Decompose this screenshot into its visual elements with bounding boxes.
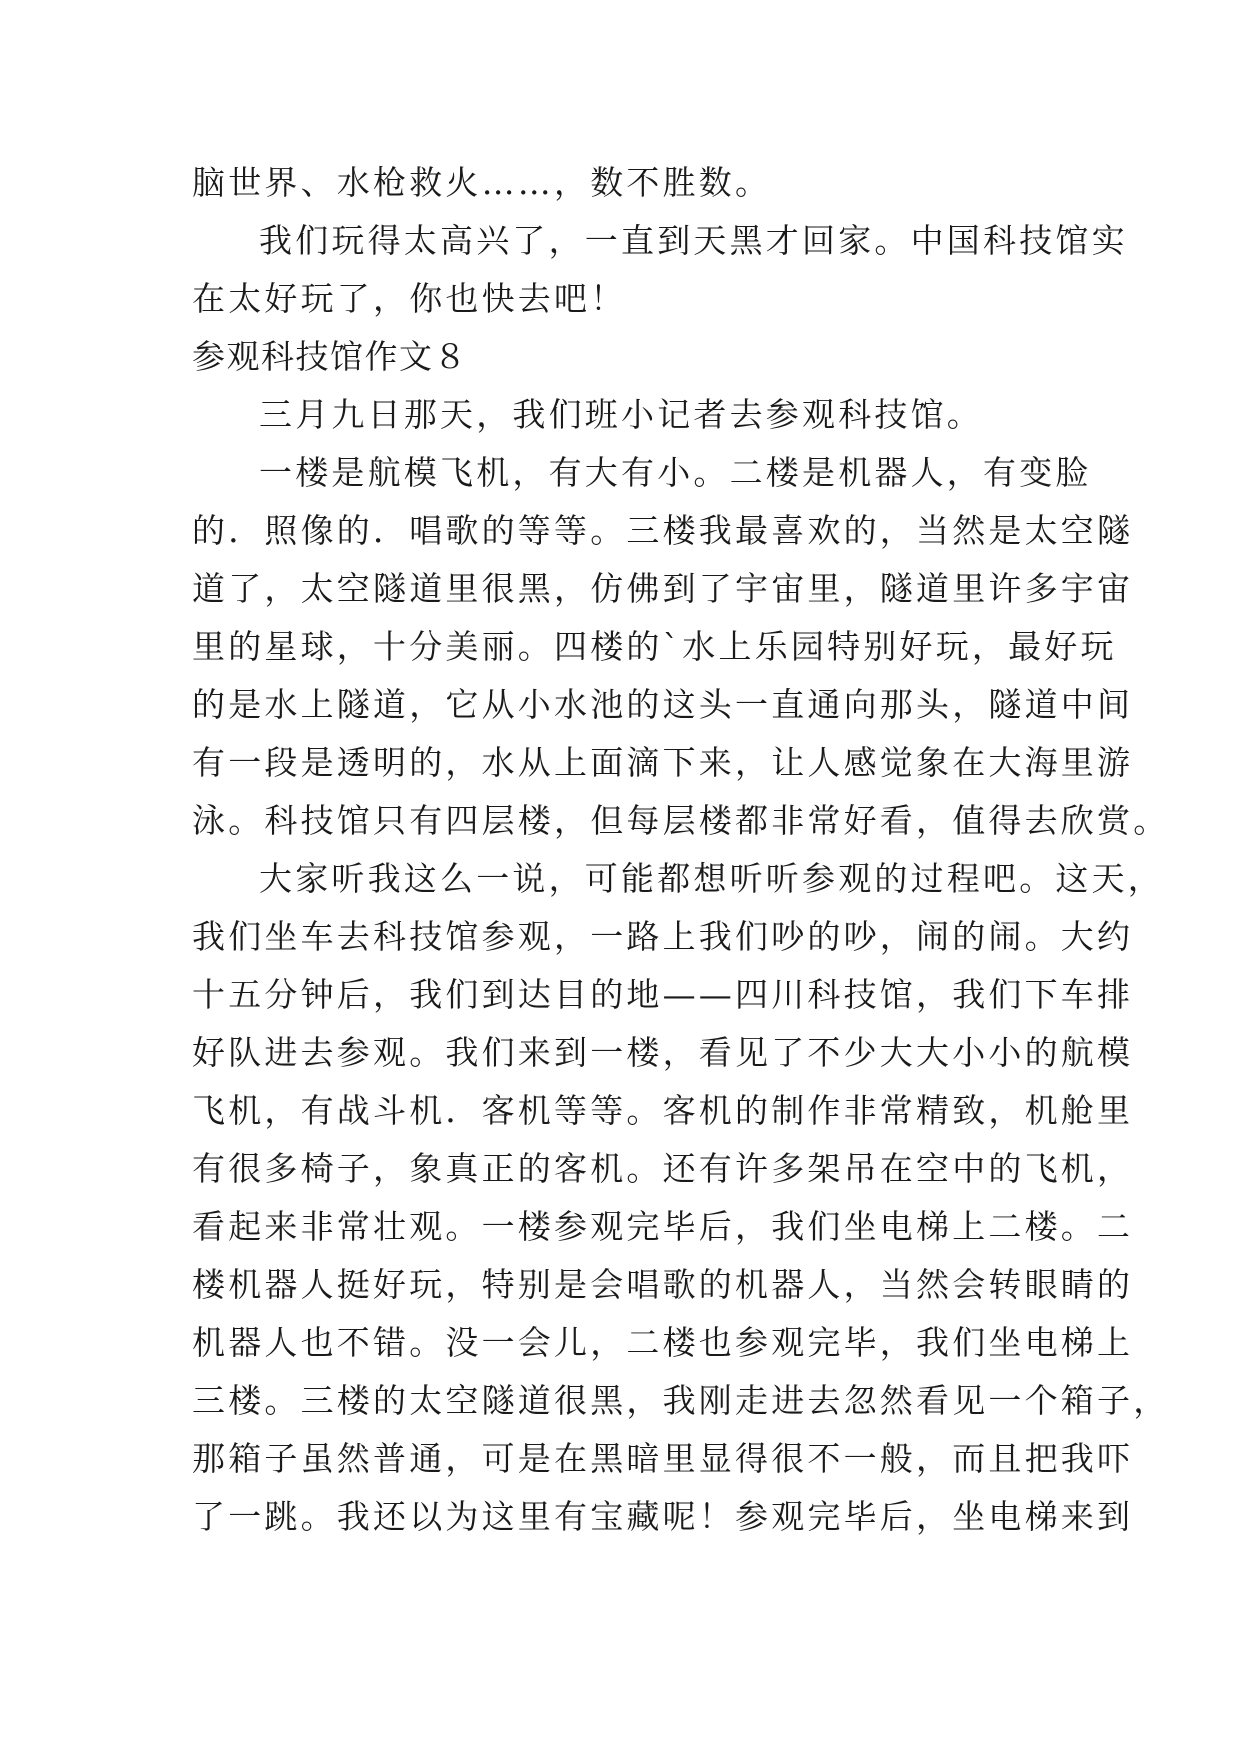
paragraph-first-line: 三月九日那天，我们班小记者去参观科技馆。 xyxy=(259,395,983,434)
text-line: 有一段是透明的，水从上面滴下来，让人感觉象在大海里游 xyxy=(192,743,1134,782)
text-line: 的．照像的．唱歌的等等。三楼我最喜欢的，当然是太空隧 xyxy=(192,511,1134,550)
text-line: 好队进去参观。我们来到一楼，看见了不少大大小小的航模 xyxy=(192,1033,1134,1072)
text-line: 道了，太空隧道里很黑，仿佛到了宇宙里，隧道里许多宇宙 xyxy=(192,569,1134,608)
text-line: 脑世界、水枪救火……，数不胜数。 xyxy=(192,163,772,202)
text-line: 有很多椅子，象真正的客机。还有许多架吊在空中的飞机， xyxy=(192,1149,1134,1188)
text-line: 我们坐车去科技馆参观，一路上我们吵的吵，闹的闹。大约 xyxy=(192,917,1134,956)
text-line: 三楼。三楼的太空隧道很黑，我刚走进去忽然看见一个箱子， xyxy=(192,1381,1170,1420)
text-line: 看起来非常壮观。一楼参观完毕后，我们坐电梯上二楼。二 xyxy=(192,1207,1134,1246)
text-line: 飞机，有战斗机．客机等等。客机的制作非常精致，机舱里 xyxy=(192,1091,1134,1130)
text-line: 机器人也不错。没一会儿，二楼也参观完毕，我们坐电梯上 xyxy=(192,1323,1134,1362)
text-line: 楼机器人挺好玩，特别是会唱歌的机器人，当然会转眼睛的 xyxy=(192,1265,1134,1304)
text-line: 那箱子虽然普通，可是在黑暗里显得很不一般，而且把我吓 xyxy=(192,1439,1134,1478)
text-line: 十五分钟后，我们到达目的地——四川科技馆，我们下车排 xyxy=(192,975,1134,1014)
text-line: 泳。科技馆只有四层楼，但每层楼都非常好看，值得去欣赏。 xyxy=(192,801,1170,840)
text-line: 里的星球，十分美丽。四楼的`水上乐园特别好玩，最好玩 xyxy=(192,627,1117,666)
paragraph-first-line: 大家听我这么一说，可能都想听听参观的过程吧。这天， xyxy=(259,859,1164,898)
paragraph-first-line: 我们玩得太高兴了，一直到天黑才回家。中国科技馆实 xyxy=(259,221,1128,260)
section-heading: 参观科技馆作文８ xyxy=(192,337,468,376)
text-line: 了一跳。我还以为这里有宝藏呢！参观完毕后，坐电梯来到 xyxy=(192,1497,1134,1536)
text-line: 的是水上隧道，它从小水池的这头一直通向那头，隧道中间 xyxy=(192,685,1134,724)
text-line: 在太好玩了，你也快去吧！ xyxy=(192,279,627,318)
paragraph-first-line: 一楼是航模飞机，有大有小。二楼是机器人，有变脸 xyxy=(259,453,1092,492)
